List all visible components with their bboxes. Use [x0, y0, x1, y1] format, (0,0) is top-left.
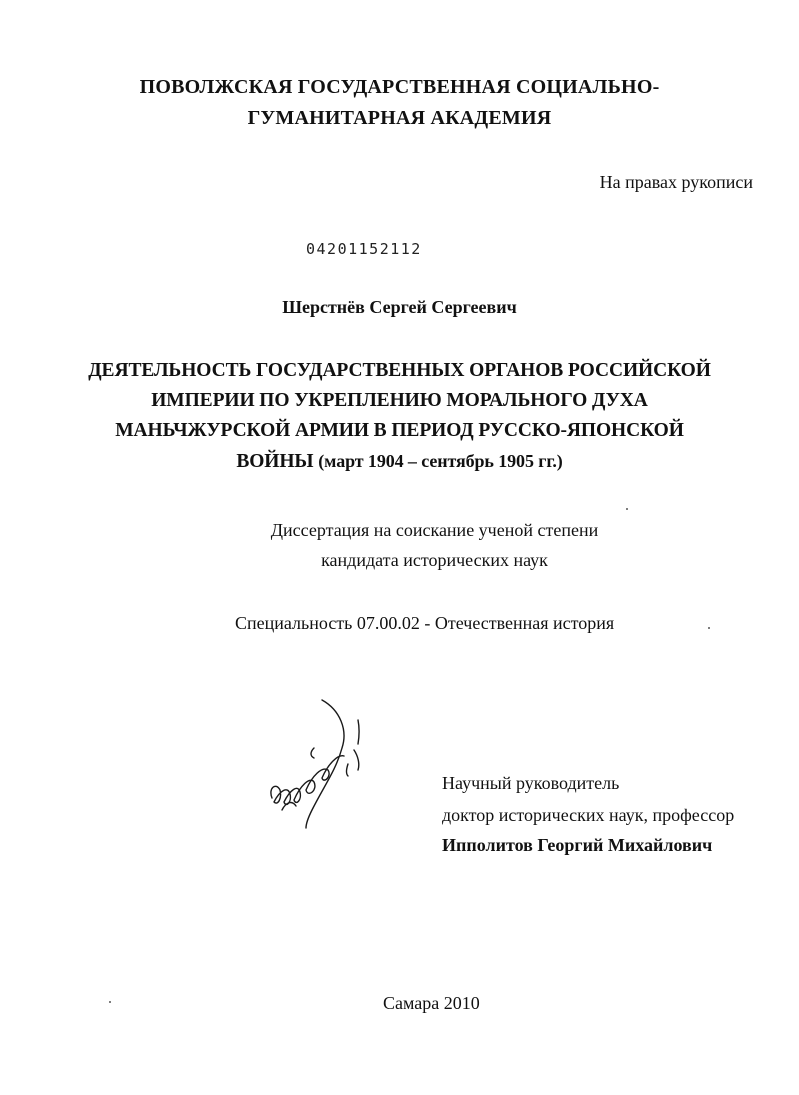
scan-speck	[708, 627, 710, 629]
title-line-4-main: ВОЙНЫ	[236, 451, 314, 472]
dissertation-title	[0, 356, 799, 477]
supervisor-name: Ипполитов Георгий Михайлович	[442, 835, 713, 855]
scan-speck	[626, 508, 628, 510]
degree-line-2: кандидата исторических наук	[321, 550, 548, 570]
author-name: Шерстнёв Сергей Сергеевич	[282, 297, 517, 317]
title-line-3: МАНЬЧЖУРСКОЙ АРМИИ В ПЕРИОД РУССКО-ЯПОНСКОЙ	[115, 420, 684, 441]
institution-line-2: ГУМАНИТАРНАЯ АКАДЕМИЯ	[247, 107, 552, 129]
degree-statement	[0, 515, 799, 575]
title-line-4	[0, 446, 799, 477]
supervisor-credentials: доктор исторических наук, профессор	[442, 805, 735, 825]
registration-code: 04201152112	[306, 240, 422, 258]
handwritten-signature-icon	[262, 690, 382, 830]
title-line-2: ИМПЕРИИ ПО УКРЕПЛЕНИЮ МОРАЛЬНОГО ДУХА	[151, 390, 648, 411]
supervisor-label: Научный руководитель	[442, 773, 620, 793]
title-dates: (март 1904 – сентябрь 1905 гг.)	[318, 451, 563, 471]
place-year: Самара 2010	[383, 993, 480, 1013]
institution-name	[0, 72, 799, 134]
degree-line-1: Диссертация на соискание ученой степени	[270, 520, 599, 540]
title-line-1: ДЕЯТЕЛЬНОСТЬ ГОСУДАРСТВЕННЫХ ОРГАНОВ РОССИЙСКОЙ	[88, 360, 711, 381]
institution-line-1: ПОВОЛЖСКАЯ ГОСУДАРСТВЕННАЯ СОЦИАЛЬНО-	[139, 76, 660, 98]
manuscript-note: На правах рукописи	[599, 172, 753, 192]
specialty: Специальность 07.00.02 - Отечественная история	[235, 613, 615, 633]
scan-speck	[109, 1001, 111, 1003]
